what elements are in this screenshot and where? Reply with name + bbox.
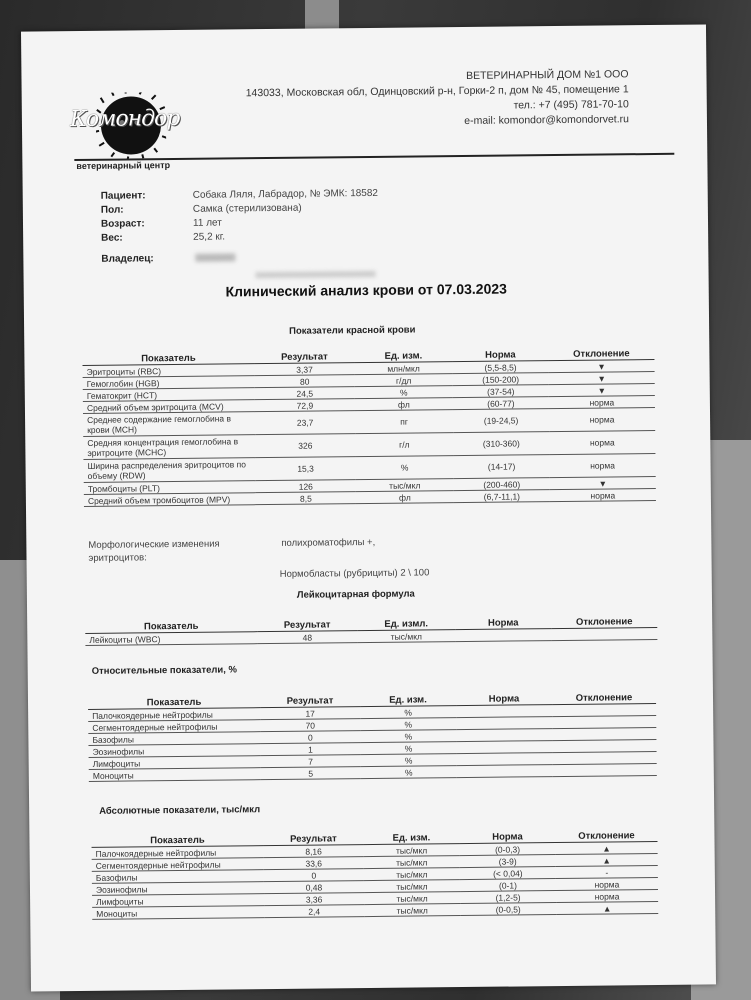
patient-value: Собака Ляля, Лабрадор, № ЭМК: 18582 [192, 187, 379, 201]
relative-heading: Относительные показатели, % [91, 664, 238, 677]
cell-norm: (60-77) [453, 397, 549, 410]
cell-result: 2,4 [264, 905, 364, 918]
absolute-table [91, 829, 658, 920]
cell-result: 23,7 [255, 411, 355, 435]
clinic-email: e-mail: komondor@komondorvet.ru [464, 113, 630, 127]
cell-result: 17 [260, 707, 360, 720]
cell-name: Лимфоциты [89, 756, 261, 770]
cell-name: Моноциты [92, 906, 264, 920]
cell-unit: % [360, 706, 456, 719]
cell-name: Эозинофилы [92, 882, 264, 896]
cell-result: 0,48 [264, 881, 364, 894]
cell-unit: тыс/мкл [364, 892, 460, 905]
col-name-header: Показатель [85, 619, 257, 633]
cell-unit: % [360, 718, 456, 731]
cell-result: 3,37 [254, 363, 354, 376]
cell-unit: % [355, 456, 453, 480]
col-name-header: Показатель [88, 695, 260, 709]
cell-deviation: ▼ [550, 476, 656, 489]
cell-deviation: норма [549, 453, 655, 477]
col-norm-header: Норма [455, 616, 551, 630]
cell-deviation: ▲ [556, 853, 658, 866]
cell-norm: (0-0,3) [460, 843, 556, 856]
cell-deviation: норма [549, 395, 655, 408]
col-norm-header: Норма [452, 348, 548, 362]
cell-deviation: - [556, 865, 658, 878]
col-result-header: Результат [254, 350, 354, 364]
cell-deviation [552, 703, 656, 716]
cell-norm: (5,5-8,5) [452, 361, 548, 374]
cell-norm: (1,2-5) [460, 891, 556, 904]
cell-deviation: ▼ [549, 371, 655, 384]
col-result-header: Результат [257, 618, 357, 632]
cell-deviation: ▲ [556, 901, 658, 914]
cell-unit: фл [356, 491, 454, 504]
logo-subtitle: ветеринарный центр [76, 160, 171, 172]
col-deviation-header: Отклонение [552, 691, 656, 705]
cell-unit: г/л [355, 433, 453, 457]
col-unit-header: Ед. изм. [354, 349, 452, 363]
cell-norm: (0-0,5) [460, 903, 556, 916]
relative-table [88, 691, 657, 782]
cell-norm [455, 629, 551, 642]
cell-name: Лейкоциты (WBC) [85, 632, 257, 646]
cell-result: 326 [255, 434, 355, 458]
morph-label: Морфологические изменения эритроцитов: [88, 538, 220, 564]
cell-result: 24,5 [255, 387, 355, 400]
cell-unit: фл [355, 398, 453, 411]
cell-unit: млн/мкл [354, 362, 452, 375]
cell-name: Эритроциты (RBC) [82, 364, 254, 378]
cell-unit: пг [355, 410, 453, 434]
cell-norm: (6,7-11,1) [454, 490, 550, 503]
cell-unit: тыс/мкл [364, 856, 460, 869]
cell-norm: (14-17) [453, 455, 549, 479]
cell-result: 8,16 [264, 845, 364, 858]
col-name-header: Показатель [91, 833, 263, 847]
cell-norm [456, 717, 552, 730]
cell-name: Гематокрит (HCT) [83, 388, 255, 402]
cell-name: Базофилы [88, 732, 260, 746]
col-deviation-header: Отклонение [548, 347, 654, 361]
cell-name: Лимфоциты [92, 894, 264, 908]
cell-name: Палочкоядерные нейтрофилы [88, 708, 260, 722]
cell-unit: тыс/мкл [364, 868, 460, 881]
cell-unit: тыс/мкл [364, 904, 460, 917]
cell-result: 8,5 [256, 492, 356, 505]
cell-name: Моноциты [89, 768, 261, 782]
cell-norm [456, 741, 552, 754]
weight-label: Вес: [101, 232, 123, 244]
cell-result: 80 [255, 375, 355, 388]
redacted-strip [256, 271, 376, 278]
cell-deviation [553, 751, 657, 764]
cell-result: 126 [256, 480, 356, 493]
cell-norm: (19-24,5) [453, 409, 549, 433]
age-value: 11 лет [192, 217, 222, 229]
report-title: Клинический анализ крови от 07.03.2023 [225, 280, 507, 300]
cell-deviation [551, 627, 657, 640]
cell-norm: (310-360) [453, 432, 549, 456]
cell-norm: (200-460) [454, 478, 550, 491]
clinic-address: 143033, Московская обл, Одинцовский р-н, Горки-2 п, дом № 45, помещение 1 [245, 83, 629, 100]
cell-result: 48 [257, 631, 357, 644]
cell-deviation [552, 715, 656, 728]
clinic-name: ВЕТЕРИНАРНЫЙ ДОМ №1 ООО [466, 68, 629, 82]
absolute-heading: Абсолютные показатели, тыс/мкл [99, 804, 261, 817]
col-result-header: Результат [260, 694, 360, 708]
cell-deviation: норма [549, 430, 655, 454]
red-blood-table [82, 347, 656, 507]
col-name-header: Показатель [82, 351, 254, 365]
cell-result: 3,36 [264, 893, 364, 906]
morph-value-1: полихроматофилы +, [281, 536, 376, 549]
cell-norm [456, 729, 552, 742]
cell-result: 70 [260, 719, 360, 732]
cell-deviation: норма [550, 488, 656, 501]
owner-redacted [193, 252, 235, 263]
cell-norm: (150-200) [453, 373, 549, 386]
cell-norm [457, 753, 553, 766]
cell-name: Гемоглобин (HGB) [83, 376, 255, 390]
cell-deviation: ▼ [548, 359, 654, 372]
cell-unit: % [360, 742, 456, 755]
cell-name: Среднее содержание гемоглобина в крови (MCH) [83, 412, 255, 437]
cell-unit: % [361, 754, 457, 767]
logo-wordmark: Комондор [69, 105, 180, 133]
cell-result: 0 [264, 869, 364, 882]
col-unit-header: Ед. изм. [363, 831, 459, 845]
cell-norm: (37-54) [453, 385, 549, 398]
cell-result: 0 [260, 731, 360, 744]
cell-result: 7 [261, 755, 361, 768]
red-blood-heading: Показатели красной крови [289, 324, 416, 337]
cell-norm [456, 705, 552, 718]
col-norm-header: Норма [459, 830, 555, 844]
cell-name: Тромбоциты (PLT) [84, 481, 256, 495]
col-deviation-header: Отклонение [555, 829, 657, 843]
cell-name: Палочкоядерные нейтрофилы [92, 846, 264, 860]
col-unit-header: Ед. изм. [360, 693, 456, 707]
cell-result: 72,9 [255, 399, 355, 412]
cell-unit: тыс/мкл [364, 880, 460, 893]
cell-name: Средняя концентрация гемоглобина в эритроците (MCHC) [83, 435, 255, 460]
cell-unit: тыс/мкл [364, 844, 460, 857]
cell-deviation: ▲ [556, 841, 658, 854]
leuko-table [85, 615, 657, 646]
cell-result: 15,3 [255, 457, 355, 481]
cell-unit: % [355, 386, 453, 399]
owner-label: Владелец: [101, 253, 154, 265]
clinic-phone: тел.: +7 (495) 781-70-10 [513, 98, 629, 112]
cell-name: Сегментоядерные нейтрофилы [92, 858, 264, 872]
col-unit-header: Ед. измл. [357, 617, 455, 631]
cell-deviation: ▼ [549, 383, 655, 396]
cell-name: Эозинофилы [88, 744, 260, 758]
cell-unit: тыс/мкл [356, 479, 454, 492]
cell-unit: тыс/мкл [357, 630, 455, 643]
document-sheet [21, 24, 716, 991]
cell-unit: г/дл [355, 374, 453, 387]
leuko-heading: Лейкоцитарная формула [296, 588, 415, 601]
age-label: Возраст: [100, 218, 145, 230]
cell-name: Базофилы [92, 870, 264, 884]
cell-deviation [553, 763, 657, 776]
cell-unit: % [360, 730, 456, 743]
morph-value-2: Нормобласты (рубрициты) 2 \ 100 [279, 567, 430, 580]
sex-label: Пол: [100, 204, 124, 216]
cell-deviation [552, 727, 656, 740]
cell-norm: (0-1) [460, 879, 556, 892]
cell-deviation [552, 739, 656, 752]
cell-name: Средний объем тромбоцитов (MPV) [84, 493, 256, 507]
cell-deviation: норма [556, 889, 658, 902]
col-norm-header: Норма [456, 692, 552, 706]
sex-value: Самка (стерилизована) [192, 202, 302, 215]
cell-norm: (< 0,04) [460, 867, 556, 880]
patient-label: Пациент: [100, 190, 146, 202]
cell-norm: (3-9) [460, 855, 556, 868]
col-result-header: Результат [263, 832, 363, 846]
cell-name: Ширина распределения эритроцитов по объему (RDW) [83, 458, 255, 483]
cell-deviation: норма [556, 877, 658, 890]
cell-name: Сегментоядерные нейтрофилы [88, 720, 260, 734]
weight-value: 25,2 кг. [193, 231, 226, 243]
cell-norm [457, 765, 553, 778]
cell-result: 1 [260, 743, 360, 756]
clinic-logo [70, 88, 181, 199]
cell-deviation: норма [549, 407, 655, 431]
cell-result: 33,6 [264, 857, 364, 870]
cell-unit: % [361, 766, 457, 779]
cell-name: Средний объем эритроцита (MCV) [83, 400, 255, 414]
col-deviation-header: Отклонение [551, 615, 657, 629]
cell-result: 5 [261, 767, 361, 780]
